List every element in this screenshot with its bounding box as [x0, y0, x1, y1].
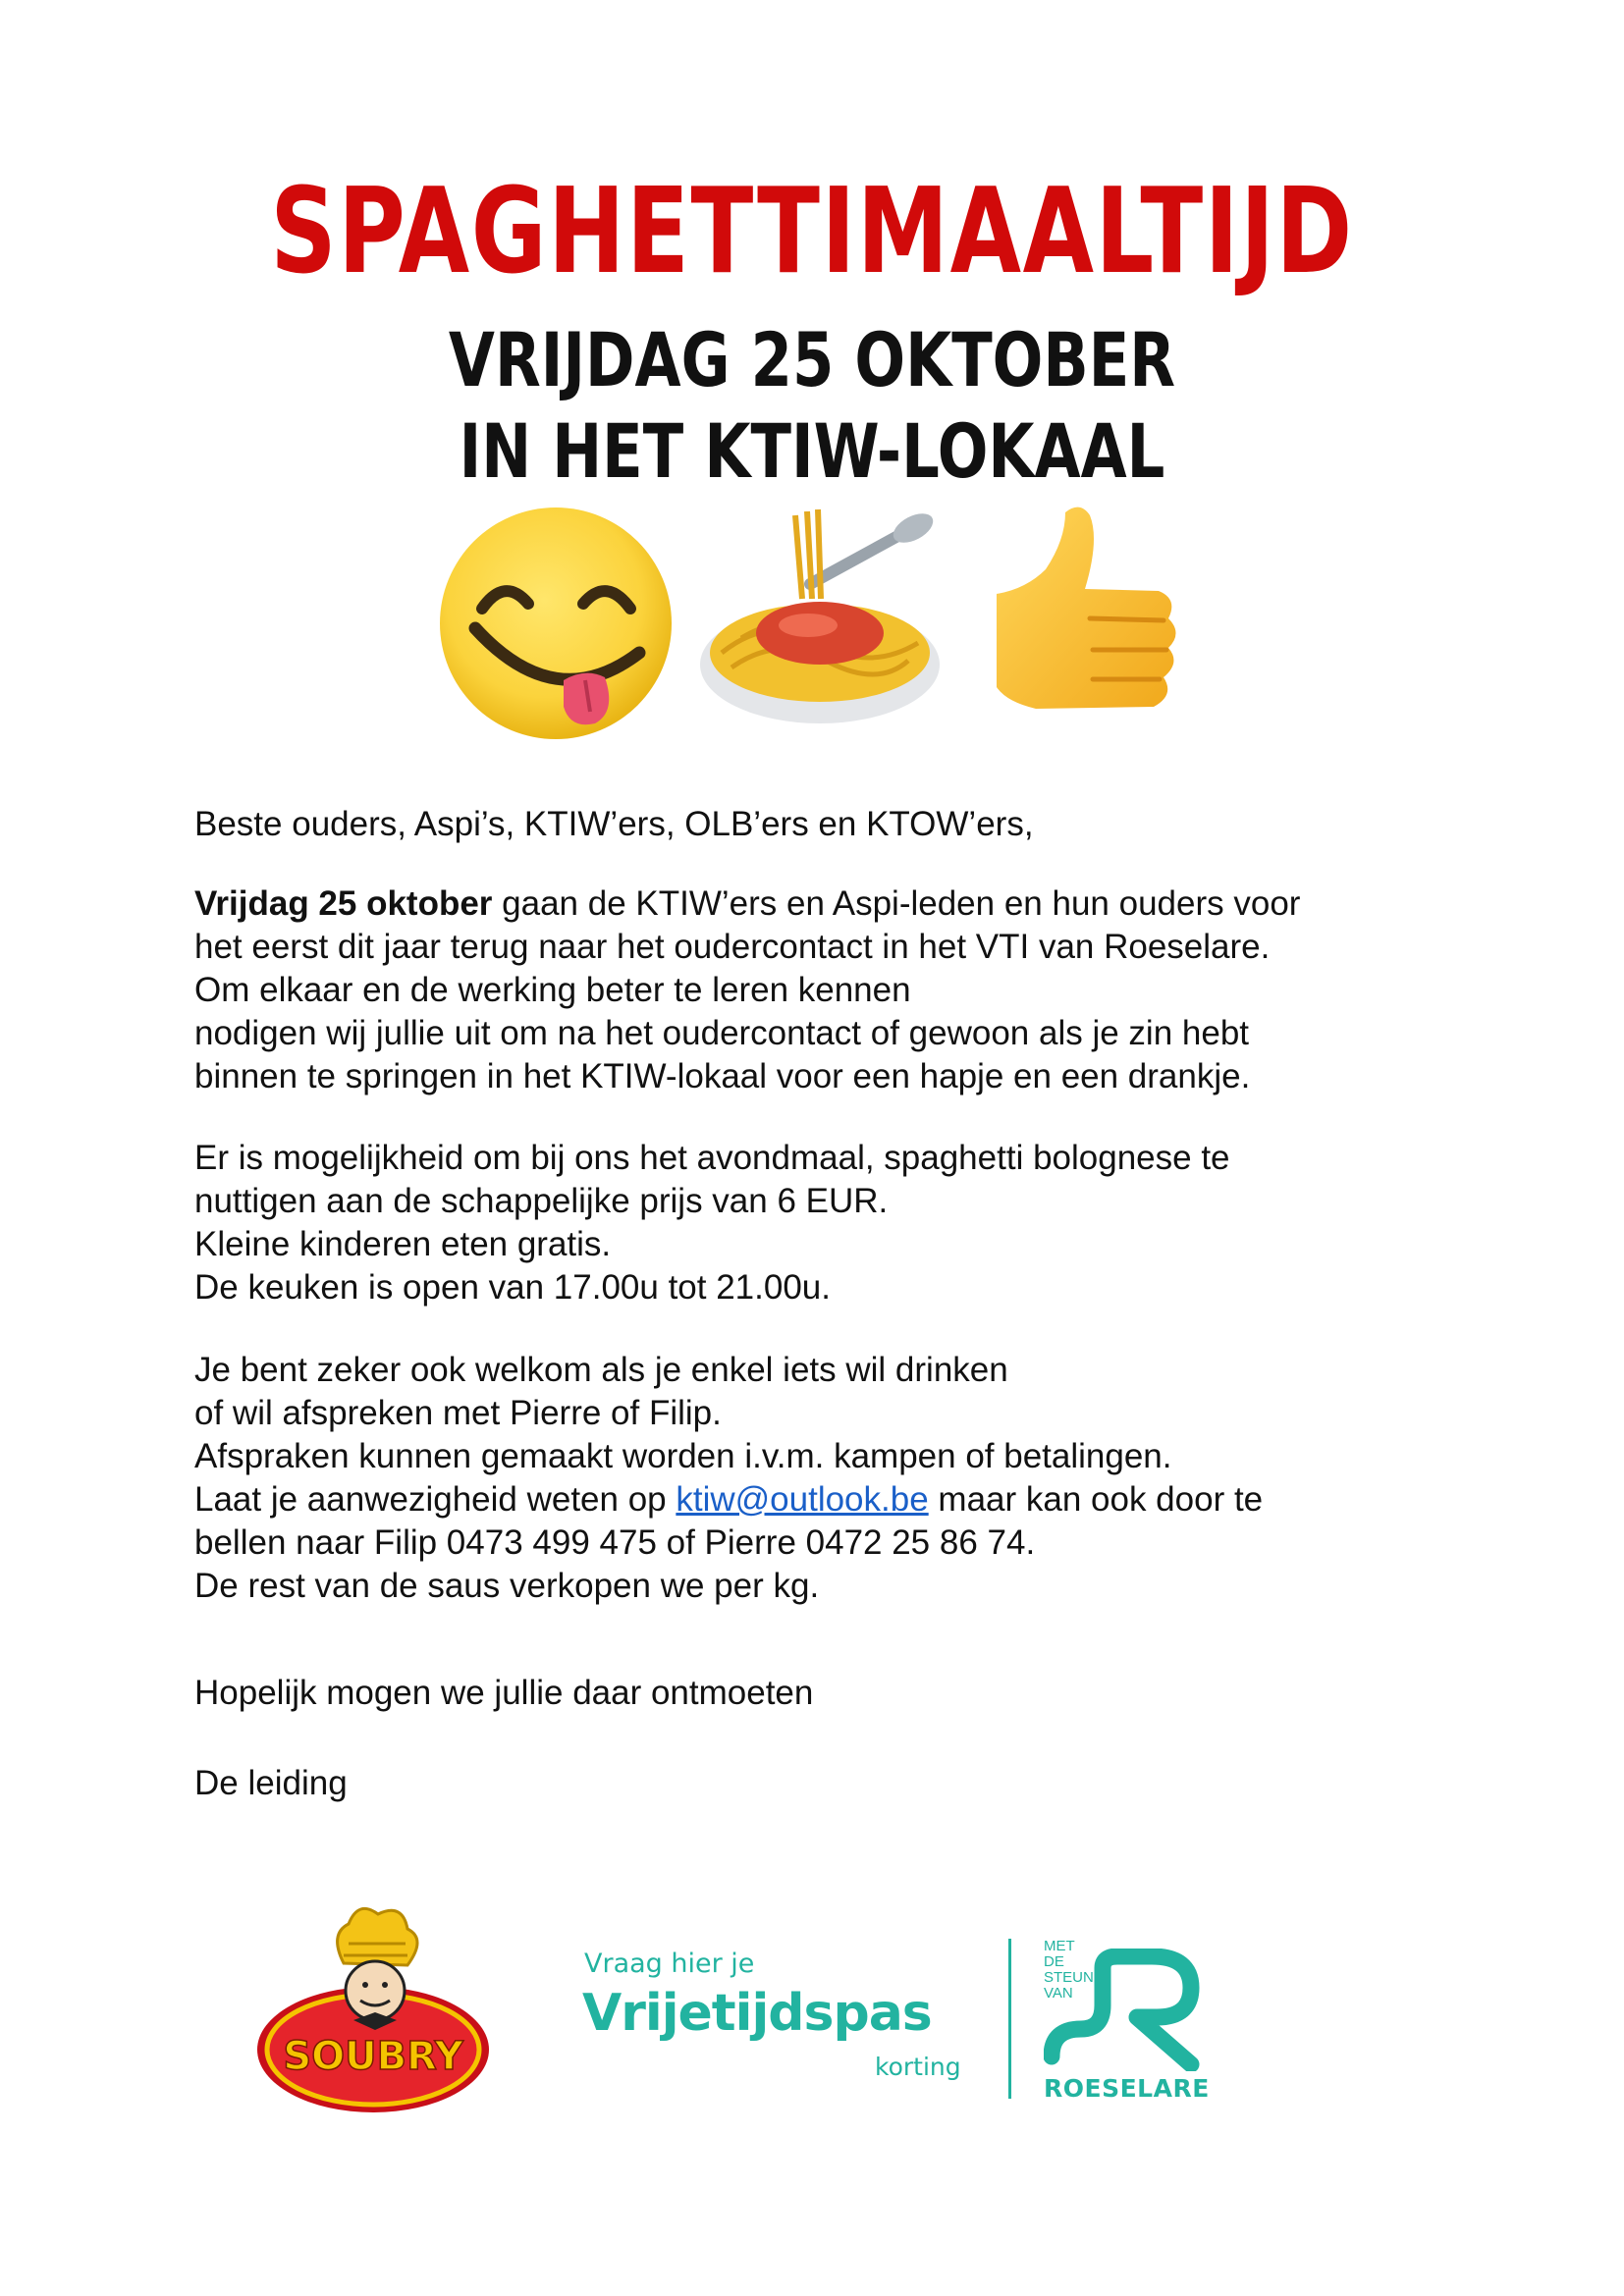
paragraph-contact: [194, 1349, 1471, 1608]
closing: [194, 1672, 1471, 1715]
vrijetijdspas-main-text: Vrijetijdspas: [582, 1984, 932, 2043]
city-name: ROESELARE: [1044, 2074, 1210, 2103]
paragraph-line: Kleine kinderen eten gratis.: [194, 1225, 612, 1263]
paragraph-line: het eerst dit jaar terug naar het oudercontact in het VTI van Roeselare.: [194, 928, 1271, 966]
event-location: IN HET KTIW-LOKAAL: [459, 407, 1165, 495]
paragraph-dinner: [194, 1137, 1471, 1309]
vrijetijdspas-top-text: Vraag hier je: [584, 1949, 755, 1979]
paragraph-line: Afspraken kunnen gemaakt worden i.v.m. kampen of betalingen.: [194, 1437, 1172, 1475]
paragraph-line: Vrijdag 25 oktober gaan de KTIW’ers en Aspi-leden en hun ouders voor: [194, 884, 1301, 923]
paragraph-line: Om elkaar en de werking beter te leren kennen: [194, 971, 911, 1009]
footer-divider: [1008, 1939, 1011, 2099]
page-title: SPAGHETTIMAALTIJD: [270, 164, 1354, 300]
email-link[interactable]: ktiw@outlook.be: [676, 1480, 929, 1519]
spaghetti-icon: [692, 496, 947, 741]
soubry-logo: [250, 1895, 496, 2120]
paragraph-line: bellen naar Filip 0473 499 475 of Pierre 0472 25 86 74.: [194, 1523, 1036, 1562]
paragraph-line: of wil afspreken met Pierre of Filip.: [194, 1394, 722, 1432]
paragraph-line: Je bent zeker ook welkom als je enkel iets wil drinken: [194, 1351, 1008, 1389]
greeting: Beste ouders, Aspi’s, KTIW’ers, OLB’ers en KTOW’ers,: [194, 805, 1034, 843]
event-date-bold: Vrijdag 25 oktober: [194, 884, 493, 923]
roeselare-logo: [1044, 1939, 1250, 2106]
face-savoring-food-icon: [438, 506, 674, 741]
signature-line: De leiding: [194, 1764, 348, 1802]
paragraph-line: Er is mogelijkheid om bij ons het avondmaal, spaghetti bolognese te: [194, 1139, 1230, 1177]
paragraph-line: nuttigen aan de schappelijke prijs van 6 EUR.: [194, 1182, 889, 1220]
vrijetijdspas-logo: [582, 1949, 995, 2086]
paragraph-line: binnen te springen in het KTIW-lokaal voor een hapje en een drankje.: [194, 1057, 1251, 1095]
soubry-wordmark: SOUBRY: [283, 2034, 463, 2079]
event-date: VRIJDAG 25 OKTOBER: [448, 316, 1176, 403]
thumbs-up-icon: [967, 501, 1193, 736]
paragraph-line: De keuken is open van 17.00u tot 21.00u.: [194, 1268, 831, 1307]
signature: [194, 1762, 1471, 1805]
paragraph-invitation: [194, 882, 1471, 1098]
steun-text: MET DE STEUN VAN: [1044, 1938, 1094, 2002]
letter-body: [194, 803, 1471, 846]
closing-line: Hopelijk mogen we jullie daar ontmoeten: [194, 1674, 814, 1712]
vrijetijdspas-bottom-text: korting: [875, 2053, 961, 2081]
paragraph-line: Laat je aanwezigheid weten op ktiw@outlook.be maar kan ook door te: [194, 1480, 1264, 1519]
paragraph-line: nodigen wij jullie uit om na het oudercontact of gewoon als je zin hebt: [194, 1014, 1250, 1052]
roeselare-r-icon: [1044, 1949, 1240, 2071]
paragraph-line: De rest van de saus verkopen we per kg.: [194, 1567, 820, 1605]
